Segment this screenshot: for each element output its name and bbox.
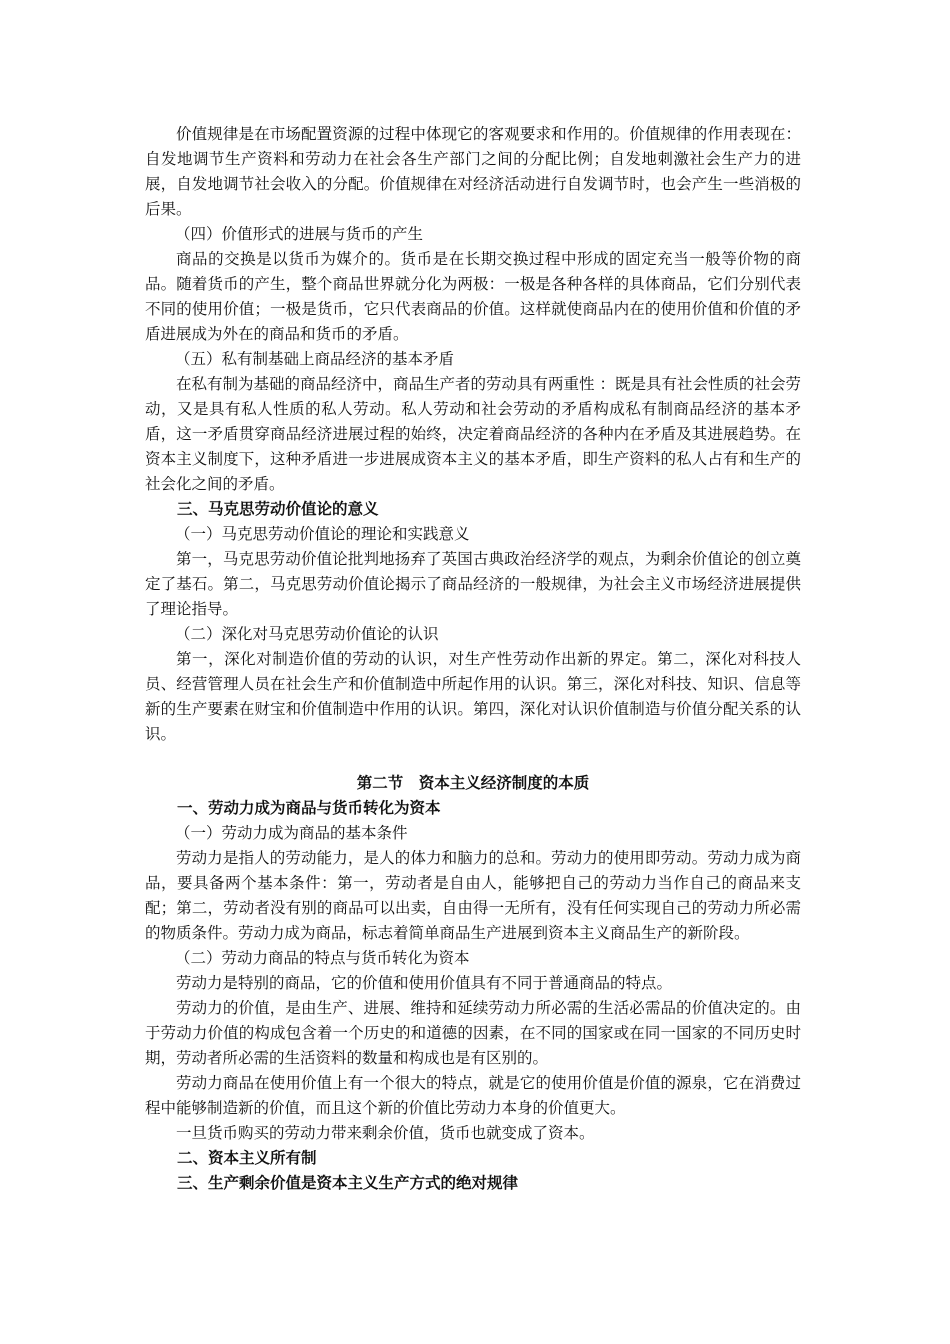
paragraph-labor-power-value: 劳动力的价值，是由生产、进展、维持和延续劳动力所必需的生活必需品的价值决定的。由于劳动力价值的构成包含着一个历史的和道德的因素，在不同的国家或在同一国家的不同历史时期，劳动者所必需的生活资料的数量和构成也是有区别的。 <box>145 999 801 1067</box>
subheading-labor-power-features: （二）劳动力商品的特点与货币转化为资本 <box>175 949 470 967</box>
subheading-theory-practice: （一）马克思劳动价值论的理论和实践意义 <box>175 525 470 543</box>
subheading-deepen-understanding: （二）深化对马克思劳动价值论的认识 <box>175 625 439 643</box>
paragraph-theory-practice: 第一，马克思劳动价值论批判地扬弃了英国古典政治经济学的观点，为剩余价值论的创立奠定了基石。第二，马克思劳动价值论揭示了商品经济的一般规律，为社会主义市场经济进展提供了理论指导。 <box>145 550 801 618</box>
heading-capitalist-ownership: 二、资本主义所有制 <box>177 1149 317 1167</box>
paragraph-use-value: 劳动力商品在使用价值上有一个很大的特点，就是它的使用价值是价值的源泉，它在消费过程中能够制造新的价值，而且这个新的价值比劳动力本身的价值更大。 <box>145 1074 801 1117</box>
subheading-value-form-money: （四）价值形式的进展与货币的产生 <box>175 225 424 243</box>
paragraph-money-exchange: 商品的交换是以货币为媒介的。货币是在长期交换过程中形成的固定充当一般等价物的商品。随着货币的产生，整个商品世界就分化为两极：一极是各种各样的具体商品，它们分别代表不同的使用价值；一极是货币，它只代表商品的价值。这样就使商品内在的使用价值和价值的矛盾进展成为外在的商品和货币的矛盾。 <box>145 250 801 343</box>
paragraph-value-law: 价值规律是在市场配置资源的过程中体现它的客观要求和作用的。价值规律的作用表现在：自发地调节生产资料和劳动力在社会各生产部门之间的分配比例；自发地刺激社会生产力的进展，自发地调节社会收入的分配。价值规律在对经济活动进行自发调节时，也会产生一些消极的后果。 <box>145 125 801 218</box>
paragraph-money-to-capital: 一旦货币购买的劳动力带来剩余价值，货币也就变成了资本。 <box>176 1124 595 1142</box>
subheading-basic-contradiction: （五）私有制基础上商品经济的基本矛盾 <box>175 350 455 368</box>
heading-surplus-value-law: 三、生产剩余价值是资本主义生产方式的绝对规律 <box>177 1174 519 1192</box>
paragraph-deepen-understanding: 第一，深化对制造价值的劳动的认识，对生产性劳动作出新的界定。第二，深化对科技人员、经营管理人员在社会生产和价值制造中所起作用的认识。第三，深化对科技、知识、信息等新的生产要素在财宝和价值制造中作用的认识。第四，深化对认识价值制造与价值分配关系的认识。 <box>145 650 801 743</box>
paragraph-special-commodity: 劳动力是特别的商品，它的价值和使用价值具有不同于普通商品的特点。 <box>176 974 673 992</box>
subheading-basic-conditions: （一）劳动力成为商品的基本条件 <box>175 824 408 842</box>
document-page <box>145 122 801 1196</box>
paragraph-private-ownership: 在私有制为基础的商品经济中，商品生产者的劳动具有两重性 ：既是具有社会性质的社会劳动，又是具有私人性质的私人劳动。私人劳动和社会劳动的矛盾构成私有制商品经济的基本矛盾，这一矛盾贯穿商品经济进展过程的始终，决定着商品经济的各种内在矛盾及其进展趋势。在资本主义制度下，这种矛盾进一步进展成资本主义的基本矛盾，即生产资料的私人占有和生产的社会化之间的矛盾。 <box>145 375 801 493</box>
heading-labor-power-commodity: 一、劳动力成为商品与货币转化为资本 <box>177 799 441 817</box>
heading-marx-labor-value-significance: 三、马克思劳动价值论的意义 <box>177 500 379 518</box>
section-title: 第二节 资本主义经济制度的本质 <box>356 774 590 792</box>
paragraph-basic-conditions: 劳动力是指人的劳动能力，是人的体力和脑力的总和。劳动力的使用即劳动。劳动力成为商品，要具备两个基本条件：第一，劳动者是自由人，能够把自己的劳动力当作自己的商品来支配；第二，劳动者没有别的商品可以出卖，自由得一无所有，没有任何实现自己的劳动力所必需的物质条件。劳动力成为商品，标志着简单商品生产进展到资本主义商品生产的新阶段。 <box>145 849 801 942</box>
